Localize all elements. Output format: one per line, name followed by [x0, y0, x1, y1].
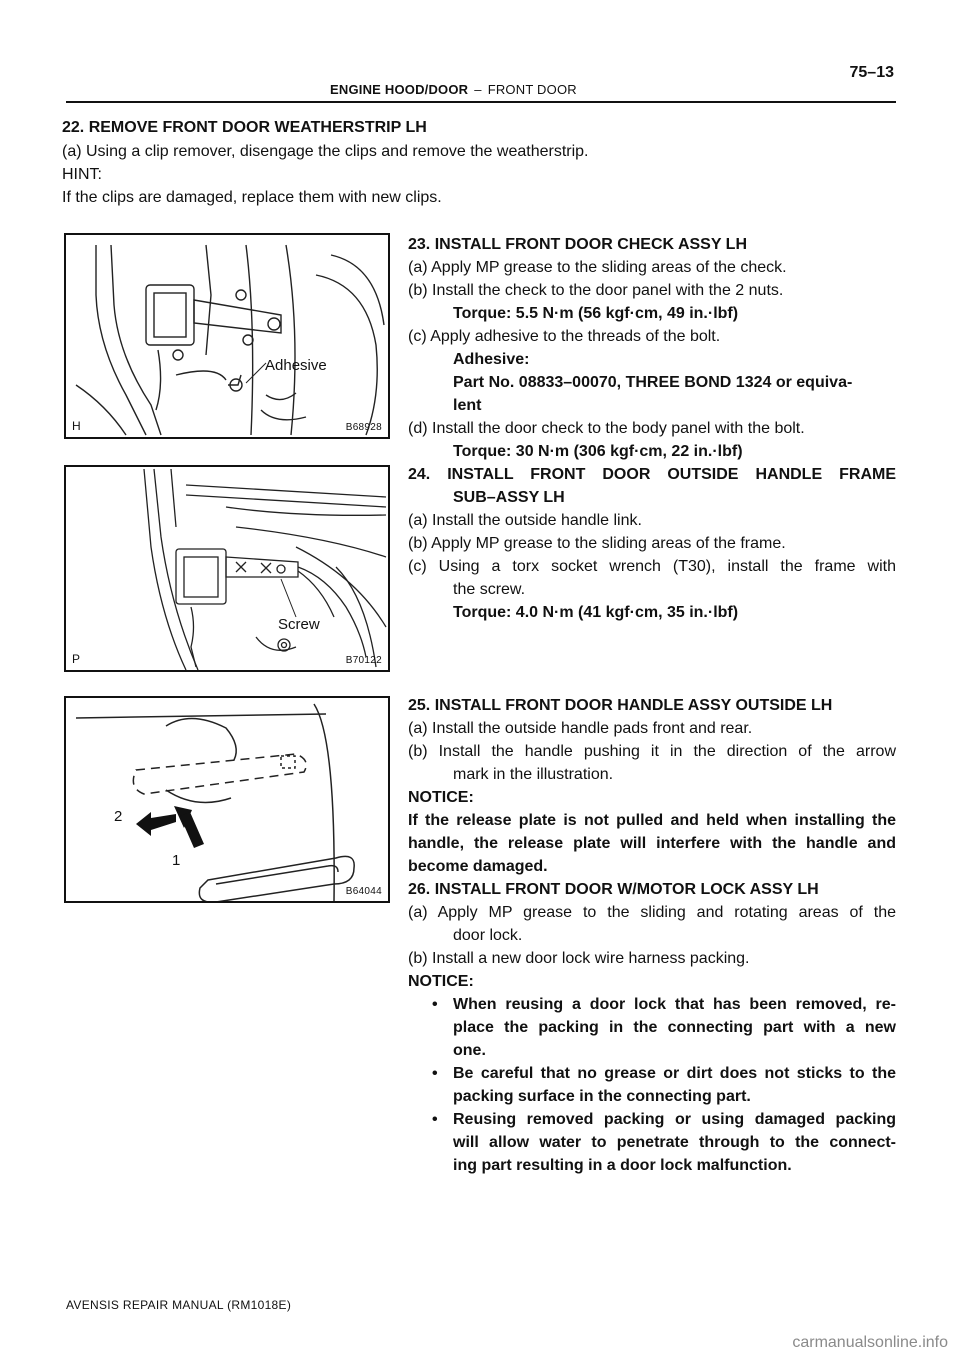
step-25-b-line1: (b) Install the handle pushing it in the direction of the arrow: [408, 743, 896, 760]
step-23-b-torque: Torque: 5.5 N·m (56 kgf·cm, 49 in.·lbf): [453, 305, 739, 322]
arrow-label-1: 1: [172, 852, 181, 869]
step-22-a: (a) Using a clip remover, disengage the clips and remove the weatherstrip.: [62, 143, 589, 160]
bullet: •: [432, 996, 438, 1013]
figure-code: B70122: [345, 655, 382, 666]
section-title: ENGINE HOOD/DOOR: [330, 82, 469, 97]
step-23-a: (a) Apply MP grease to the sliding areas of the check.: [408, 259, 787, 276]
figure-outside-handle: [64, 696, 390, 903]
watermark-link[interactable]: carmanualsonline.info: [792, 1334, 948, 1351]
adhesive-part-line2: lent: [453, 397, 482, 414]
step-26-b: (b) Install a new door lock wire harness packing.: [408, 950, 750, 967]
screw-callout: Screw: [278, 616, 320, 633]
figure-door-check: [64, 233, 390, 439]
step-25-b-line2: mark in the illustration.: [453, 766, 614, 783]
figure-corner-mark: H: [72, 419, 81, 433]
adhesive-part-line1: Part No. 08833–00070, THREE BOND 1324 or equiva-: [453, 374, 853, 391]
step-25-a: (a) Install the outside handle pads front and rear.: [408, 720, 753, 737]
door-check-illustration: [66, 235, 388, 437]
hint-label: HINT:: [62, 166, 102, 183]
bullet-1-line3: one.: [453, 1042, 486, 1059]
bullet: •: [432, 1111, 438, 1128]
step-22-title: 22. REMOVE FRONT DOOR WEATHERSTRIP LH: [62, 119, 427, 136]
step-23-c: (c) Apply adhesive to the threads of the bolt.: [408, 328, 721, 345]
step-24-title-line1: 24. INSTALL FRONT DOOR OUTSIDE HANDLE FRAME: [408, 466, 896, 483]
handle-frame-illustration: [66, 467, 388, 670]
adhesive-label: Adhesive:: [453, 351, 530, 368]
hint-text: If the clips are damaged, replace them with new clips.: [62, 189, 442, 206]
step-24-b: (b) Apply MP grease to the sliding areas of the frame.: [408, 535, 786, 552]
step-23-d-torque: Torque: 30 N·m (306 kgf·cm, 22 in.·lbf): [453, 443, 743, 460]
step-24-c-line1: (c) Using a torx socket wrench (T30), install the frame with: [408, 558, 896, 575]
figure-handle-frame: [64, 465, 390, 672]
notice-label-25: NOTICE:: [408, 789, 474, 806]
step-23-d: (d) Install the door check to the body panel with the bolt.: [408, 420, 805, 437]
manual-footer: AVENSIS REPAIR MANUAL (RM1018E): [66, 1298, 292, 1312]
step-23-title: 23. INSTALL FRONT DOOR CHECK ASSY LH: [408, 236, 747, 253]
figure-code: B64044: [345, 886, 382, 897]
adhesive-callout: Adhesive: [265, 357, 327, 374]
step-26-a-line2: door lock.: [453, 927, 523, 944]
notice-label-26: NOTICE:: [408, 973, 474, 990]
outside-handle-illustration: [66, 698, 388, 901]
header-separator: –: [474, 82, 482, 97]
bullet-1-line1: When reusing a door lock that has been removed, re-: [453, 996, 896, 1013]
step-24-c-torque: Torque: 4.0 N·m (41 kgf·cm, 35 in.·lbf): [453, 604, 739, 621]
section-header: [330, 82, 577, 97]
bullet-3-line2: will allow water to penetrate through to the connect-: [453, 1134, 896, 1151]
notice-25-line1: If the release plate is not pulled and held when installing the: [408, 812, 896, 829]
figure-corner-mark: P: [72, 652, 81, 666]
subsection-title: FRONT DOOR: [487, 82, 577, 97]
bullet-2-line1: Be careful that no grease or dirt does not sticks to the: [453, 1065, 896, 1082]
bullet-1-line2: place the packing in the connecting part with a new: [453, 1019, 896, 1036]
step-25-title: 25. INSTALL FRONT DOOR HANDLE ASSY OUTSIDE LH: [408, 697, 833, 714]
notice-25-line3: become damaged.: [408, 858, 548, 875]
step-26-a-line1: (a) Apply MP grease to the sliding and rotating areas of the: [408, 904, 896, 921]
page-number: 75–13: [849, 64, 894, 81]
header-rule: [66, 101, 896, 103]
step-23-b: (b) Install the check to the door panel with the 2 nuts.: [408, 282, 784, 299]
step-26-title: 26. INSTALL FRONT DOOR W/MOTOR LOCK ASSY LH: [408, 881, 819, 898]
figure-code: B68928: [345, 422, 382, 433]
bullet: •: [432, 1065, 438, 1082]
bullet-3-line1: Reusing removed packing or using damaged packing: [453, 1111, 896, 1128]
step-24-a: (a) Install the outside handle link.: [408, 512, 642, 529]
step-24-title-line2: SUB–ASSY LH: [453, 489, 565, 506]
bullet-2-line2: packing surface in the connecting part.: [453, 1088, 751, 1105]
arrow-label-2: 2: [114, 808, 123, 825]
notice-25-line2: handle, the release plate will interfere with the handle and: [408, 835, 896, 852]
bullet-3-line3: ing part resulting in a door lock malfunction.: [453, 1157, 792, 1174]
step-24-c-line2: the screw.: [453, 581, 526, 598]
